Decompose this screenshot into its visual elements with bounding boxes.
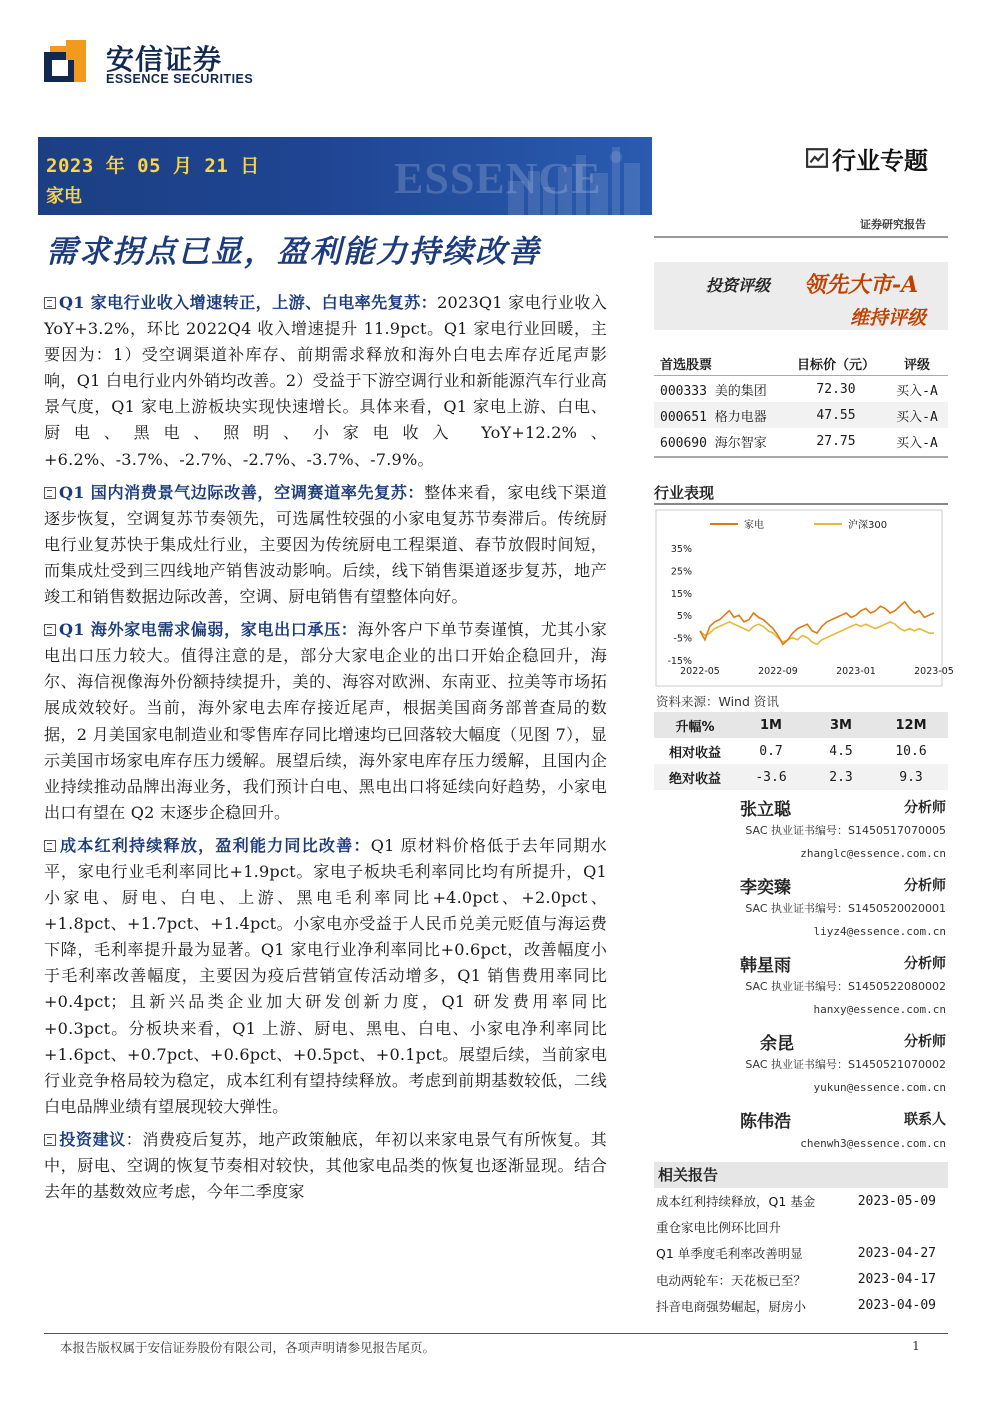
stock-rating: 买入-A (896, 383, 938, 399)
row-label: 相对收益 (668, 745, 721, 761)
paragraph-investment (44, 1127, 607, 1205)
analyst-email[interactable]: zhanglc@essence.com.cn (800, 847, 946, 860)
chart-source: 资料来源：Wind 资讯 (656, 694, 779, 709)
legend-label: 沪深300 (848, 520, 888, 531)
analyst-sac: SAC 执业证书编号：S1450522080002 (745, 980, 946, 993)
table-row (654, 402, 948, 428)
table-row (654, 428, 948, 454)
return-12m: 10.6 (895, 743, 927, 759)
analyst-role: 联系人 (904, 1112, 946, 1128)
legend-label: 家电 (744, 520, 764, 531)
y-tick-label: -15% (667, 656, 692, 667)
divider (654, 456, 948, 458)
related-item-date: 2023-04-17 (857, 1272, 936, 1288)
analyst-sac: SAC 执业证书编号：S1450520020001 (745, 902, 946, 915)
paragraph-export (44, 617, 607, 826)
column-header: 3M (830, 717, 852, 733)
related-item-date: 2023-05-09 (857, 1193, 936, 1209)
report-industry: 家电 (46, 186, 82, 207)
logo-mark-icon (44, 40, 92, 88)
analyst-sac: SAC 执业证书编号：S1450521070002 (745, 1058, 946, 1071)
analyst-name: 李奕臻 (740, 878, 791, 898)
divider (654, 503, 948, 505)
related-item-title: 重仓家电比例环比回升 (656, 1220, 782, 1236)
analyst-email[interactable]: chenwh3@essence.com.cn (800, 1137, 946, 1150)
rating-label: 投资评级 (706, 276, 771, 295)
bullet-icon (44, 840, 56, 852)
bullet-icon (44, 487, 56, 499)
analyst-card (740, 1029, 948, 1107)
related-item-title: Q1 单季度毛利率改善明显 (656, 1246, 803, 1262)
stock-name: 000333 美的集团 (660, 383, 767, 399)
column-header: 升幅% (675, 719, 715, 735)
chart-icon (806, 148, 828, 168)
stock-target: 72.30 (816, 381, 856, 397)
rating-box (654, 262, 948, 330)
stock-rating: 买入-A (896, 435, 938, 451)
report-body (44, 290, 607, 1212)
analyst-name: 张立聪 (740, 800, 791, 820)
column-header: 评级 (903, 358, 930, 373)
series-line (700, 602, 934, 645)
return-12m: 9.3 (899, 769, 923, 785)
related-item[interactable] (654, 1240, 948, 1266)
stock-rating: 买入-A (896, 409, 938, 425)
header-banner (38, 137, 652, 215)
logo-name-en: ESSENCE SECURITIES (106, 72, 254, 86)
y-tick-label: 25% (670, 566, 692, 578)
paragraph-text: ：消费疫后复苏，地产政策触底，年初以来家电景气有所恢复。其中，厨电、空调的恢复节奏相对较快，其他家电品类的恢复也逐渐显现。结合去年的基数效应考虑，今年二季度家 (44, 1129, 607, 1202)
table-header (654, 352, 948, 376)
related-item-date: 2023-04-09 (857, 1298, 936, 1314)
report-kind: 证券研究报告 (860, 218, 926, 231)
related-item[interactable] (654, 1293, 948, 1319)
y-tick-label: 35% (670, 544, 692, 555)
analyst-email[interactable]: hanxy@essence.com.cn (813, 1003, 946, 1016)
analyst-name: 余昆 (760, 1034, 794, 1054)
stock-table (654, 352, 948, 454)
analyst-sac: SAC 执业证书编号：S1450517070005 (745, 824, 946, 837)
paragraph-domestic (44, 480, 607, 610)
analyst-email[interactable]: yukun@essence.com.cn (813, 1081, 946, 1094)
related-item-date: 2023-04-27 (857, 1245, 936, 1261)
paragraph-margin (44, 833, 607, 1120)
stock-target: 27.75 (816, 433, 856, 449)
analyst-role: 分析师 (904, 956, 946, 972)
related-list (654, 1188, 948, 1319)
paragraph-lead: 成本红利持续释放，盈利能力同比改善： (59, 835, 371, 855)
paragraph-revenue (44, 290, 607, 473)
paragraph-text: Q1 原材料价格低于去年同期水平，家电行业毛利率同比+1.9pct。家电子板块毛利率同比均有所提升，Q1 小家电、厨电、白电、上游、黑电毛利率同比+4.0pct、+2.0pct、+1.8pct、+1.7pct、+1.4pct。小家电亦受益于人民币兑美元贬值与海运费下降，毛利率提升最为显著。Q1 家电行业净利率同比+0.6pct，改善幅度小于毛利率改善幅度，主要因为疫后营销宣传活动增多，Q1 销售费用率同比+0.4pct；且新兴品类企业加大研发创新力度，Q1 研发费用率同比+0.3pct。分板块来看，Q1 上游、厨电、黑电、白电、小家电净利率同比+1.6pct、+0.7pct、+0.6pct、+0.5pct、+0.1pct。展望后续，当前家电行业竞争格局较为稳定，成本红利有望持续释放。考虑到前期基数较低，二线白电品牌业绩有望展现较大弹性。 (44, 835, 607, 1116)
y-tick-label: 15% (670, 588, 692, 600)
related-item-title: 电动两轮车：天花板已至？ (656, 1272, 807, 1288)
x-tick-label: 2022-05 (680, 666, 720, 677)
paragraph-text: 海外客户下单节奏谨慎，尤其小家电出口压力较大。值得注意的是，部分大家电企业的出口开始企稳回升，海尔、海信视像海外份额持续提升，美的、海容对欧洲、东南亚、拉美等市场拓展成效较好。当前，海外家电去库存接近尾声，根据美国商务部普查局的数据，2 月美国家电制造业和零售库存同比增速均已回落较大幅度（见图 7），显示美国市场家电库存压力缓解。展望后续，海外家电库存压力缓解，且国内企业持续推动品牌出海业务，我们预计白电、黑电出口将延续向好趋势，小家电出口有望在 Q2 末逐步企稳回升。 (44, 620, 608, 822)
column-header: 目标价（元） (796, 358, 875, 373)
related-item[interactable] (654, 1214, 948, 1240)
analyst-name: 韩星雨 (740, 956, 791, 976)
related-item-title: 成本红利持续释放，Q1 基金 (656, 1194, 816, 1210)
table-row (654, 764, 948, 790)
return-3m: 2.3 (829, 769, 853, 785)
footer-disclaimer: 本报告版权属于安信证券股份有限公司，各项声明请参见报告尾页。 (60, 1340, 436, 1355)
return-3m: 4.5 (829, 743, 853, 759)
return-1m: 0.7 (759, 743, 783, 759)
column-header: 首选股票 (660, 358, 713, 373)
doc-type-label: 行业专题 (832, 145, 928, 175)
chart-svg (654, 508, 954, 688)
related-title: 相关报告 (654, 1162, 948, 1188)
analyst-card (740, 1107, 948, 1157)
bullet-icon (44, 624, 56, 636)
bullet-icon (44, 297, 56, 309)
column-header: 1M (760, 717, 782, 733)
x-tick-label: 2022-09 (758, 666, 798, 677)
paragraph-lead: 投资建议 (59, 1129, 126, 1149)
returns-table (654, 712, 948, 790)
rating-maintain: 维持评级 (850, 307, 927, 329)
rating-value: 领先大市-A (804, 272, 919, 298)
related-item-title: 抖音电商强势崛起，厨房小 (656, 1298, 807, 1314)
paragraph-lead: Q1 海外家电需求偏弱，家电出口承压： (59, 620, 358, 640)
analyst-card (740, 873, 948, 951)
logo-name-cn: 安信证券 (106, 43, 223, 76)
related-item[interactable] (654, 1267, 948, 1293)
row-label: 绝对收益 (668, 771, 721, 787)
stock-name: 000651 格力电器 (660, 409, 767, 425)
analyst-email[interactable]: liyz4@essence.com.cn (813, 925, 946, 938)
paragraph-text: 整体来看，家电线下渠道逐步恢复，空调复苏节奏领先，可选属性较强的小家电复苏节奏滞后。传统厨电行业复苏快于集成灶行业，主要因为传统厨电工程渠道、春节放假时间短，而集成灶受到三四线地产销售波动影响。后续，线下销售渠道逐步复苏，地产竣工和销售数据边际改善，空调、厨电销售有望整体向好。 (44, 482, 608, 607)
divider (654, 236, 948, 238)
doc-type (806, 143, 928, 173)
report-date: 2023 年 05 月 21 日 (46, 155, 260, 177)
chart-frame (656, 510, 942, 686)
table-row (654, 738, 948, 764)
stock-target: 47.55 (816, 407, 856, 423)
paragraph-lead: Q1 家电行业收入增速转正，上游、白电率先复苏： (59, 293, 438, 312)
related-item[interactable] (654, 1188, 948, 1214)
x-tick-label: 2023-05 (914, 666, 954, 677)
y-tick-label: -5% (673, 633, 692, 645)
x-tick-label: 2023-01 (836, 666, 876, 677)
stock-name: 600690 海尔智家 (660, 435, 767, 451)
company-logo (44, 38, 254, 90)
performance-chart (654, 508, 954, 688)
return-1m: -3.6 (755, 769, 787, 785)
performance-title: 行业表现 (654, 484, 715, 502)
footer-divider (44, 1333, 948, 1334)
bullet-icon (44, 1134, 56, 1146)
analyst-card (740, 951, 948, 1029)
paragraph-text: 2023Q1 家电行业收入 YoY+3.2%，环比 2022Q4 收入增速提升 11.9pct。Q1 家电行业回暖，主要因为：1）受空调渠道补库存、前期需求释放和海外白电去库存近尾声影响，Q1 白电行业内外销均改善。2）受益于下游空调行业和新能源汽车行业高景气度，Q1 家电上游板块实现快速增长。具体来看，Q1 家电上游、白电、厨电、黑电、照明、小家电收入 YoY+12.2%、+6.2%、-3.7%、-2.7%、-2.7%、-3.7%、-7.9%。 (44, 293, 608, 469)
analyst-card (740, 795, 948, 873)
page-title: 需求拐点已显，盈利能力持续改善 (46, 234, 541, 270)
y-tick-label: 5% (676, 611, 692, 623)
page-number: 1 (912, 1338, 920, 1353)
table-header (654, 712, 948, 738)
column-header: 12M (895, 717, 927, 733)
analyst-role: 分析师 (904, 1034, 946, 1050)
analyst-name: 陈伟浩 (740, 1112, 791, 1132)
analyst-role: 分析师 (904, 878, 946, 894)
paragraph-lead: Q1 国内消费景气边际改善，空调赛道率先复苏： (59, 482, 425, 502)
banner-watermark: ESSENCE (394, 154, 602, 203)
analyst-role: 分析师 (904, 800, 946, 816)
table-row (654, 376, 948, 402)
